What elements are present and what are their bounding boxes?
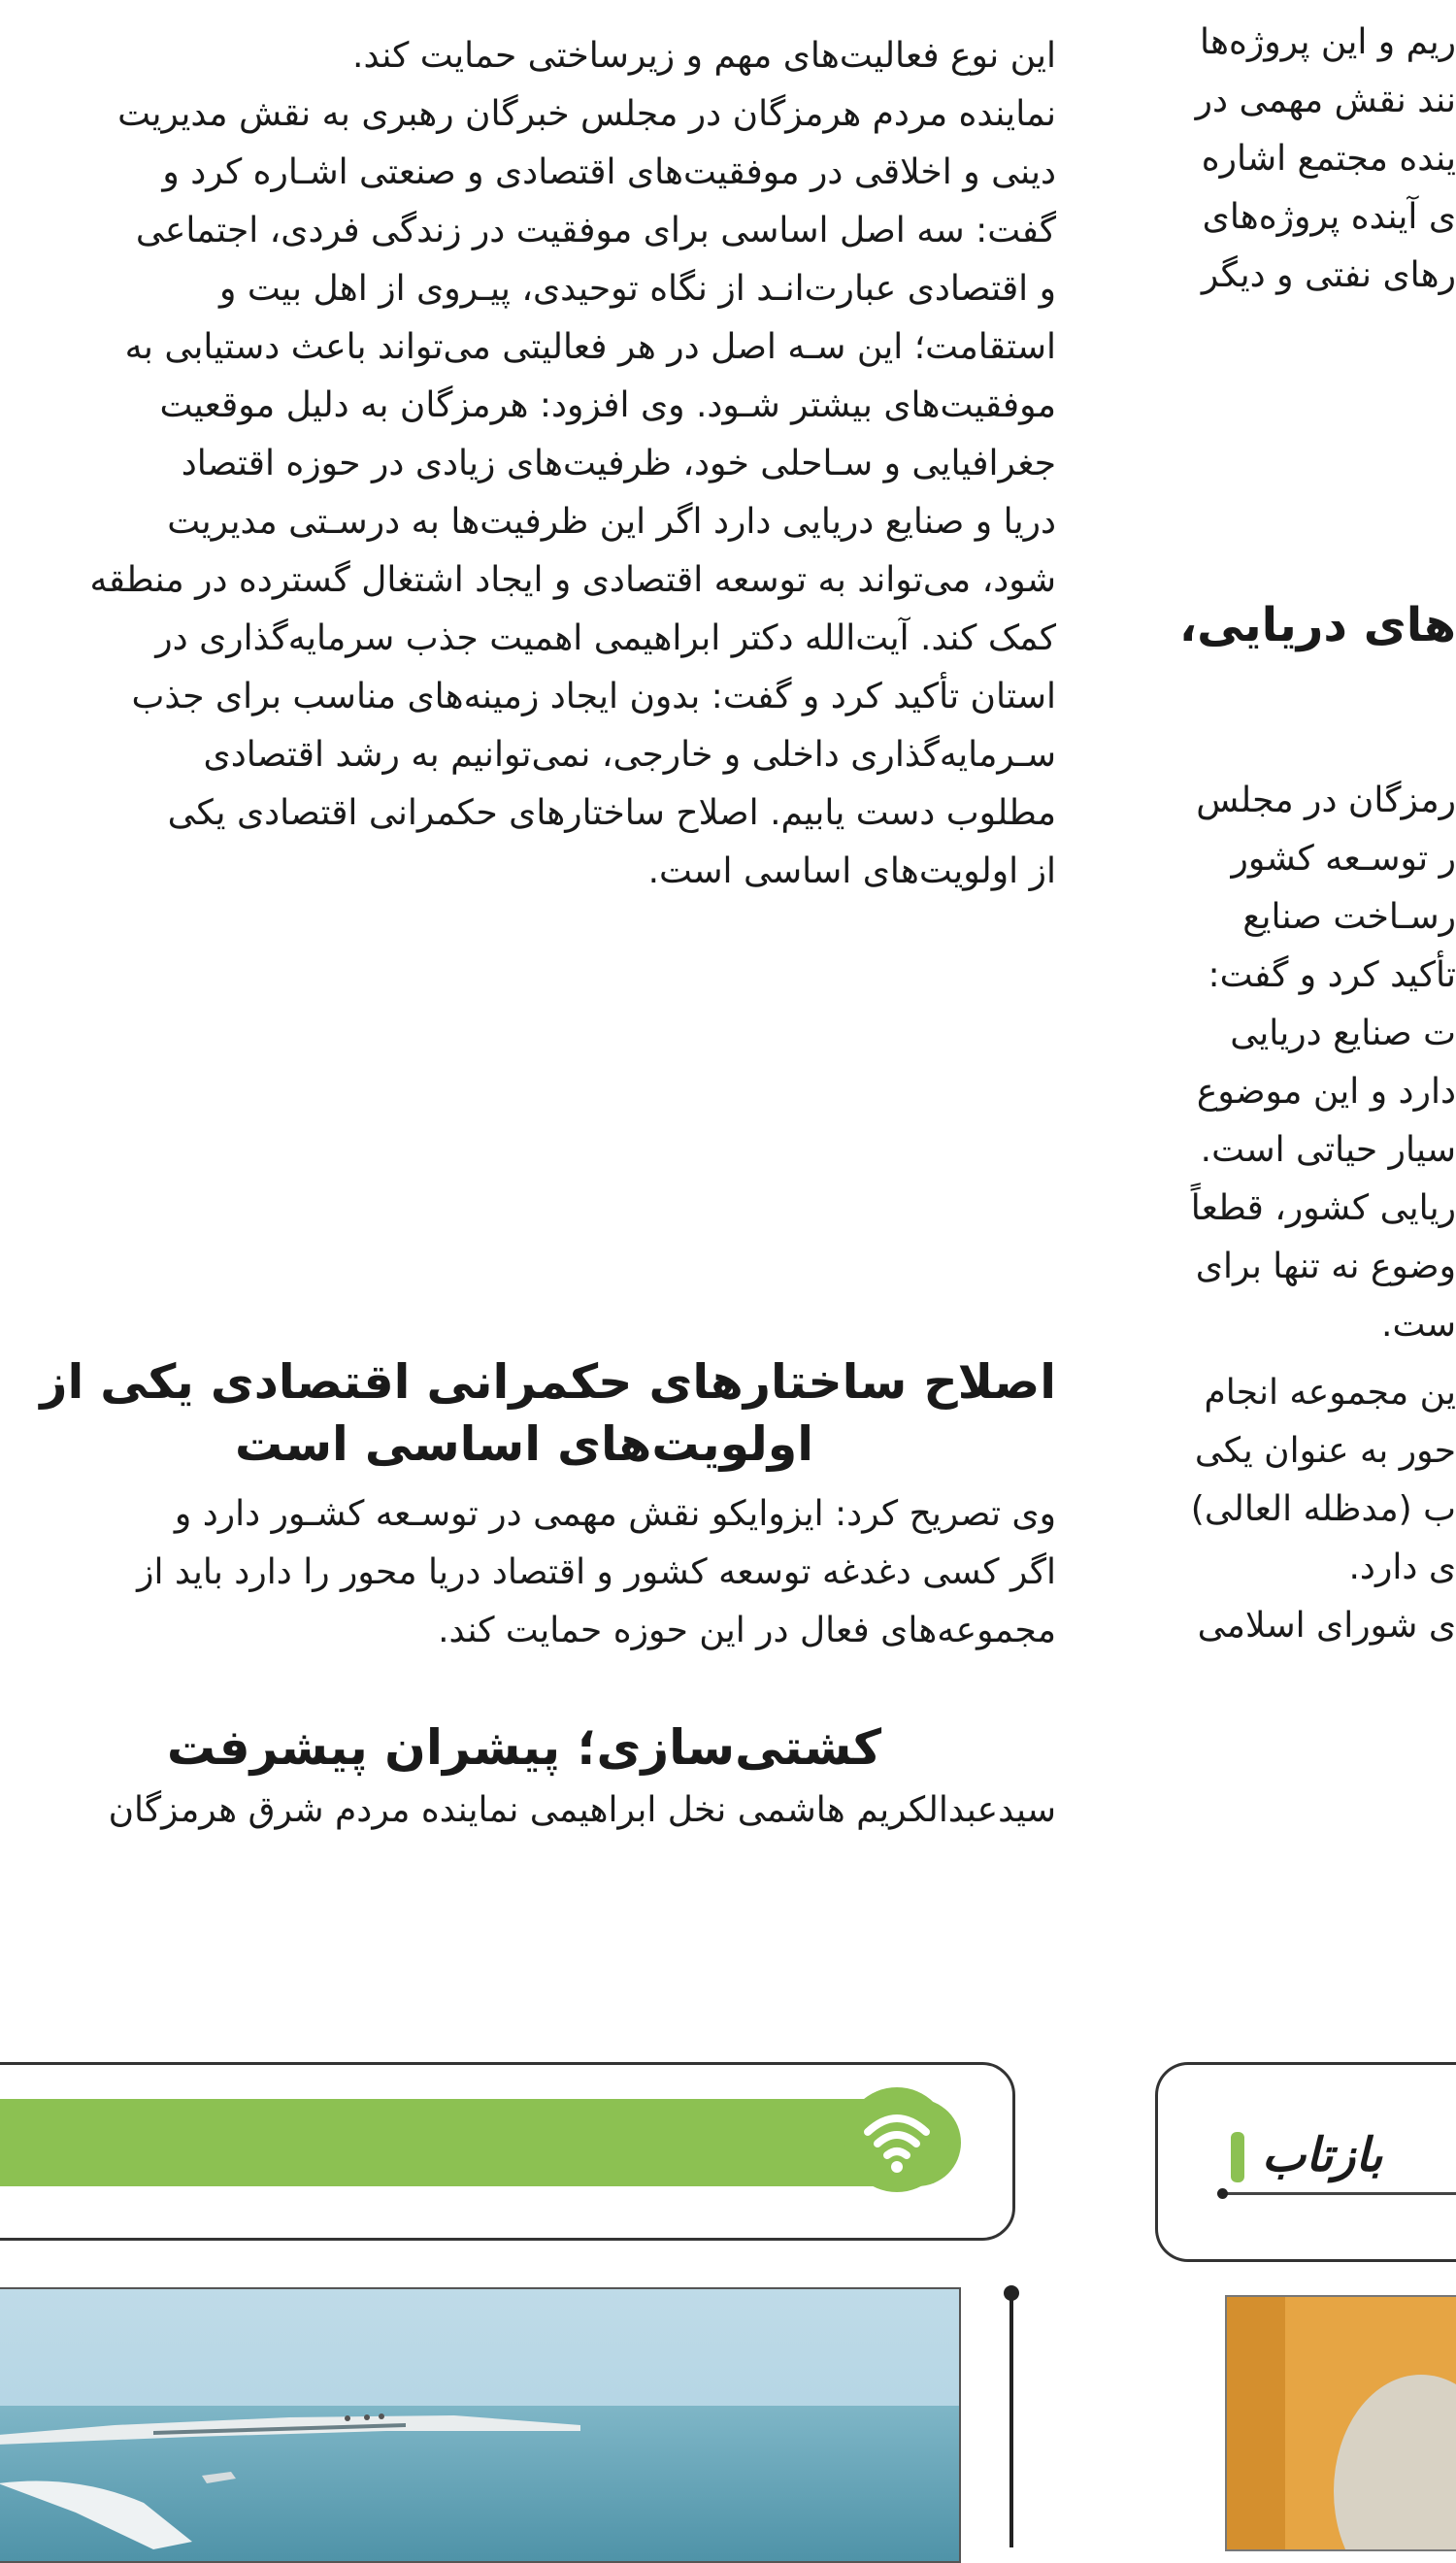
article-line: دریا و صنایع دریایی دارد اگر این ظرفیت‌ها به درسـتی مدیریت — [167, 502, 1056, 542]
right-line: وضوع نه تنها برای — [1195, 1247, 1456, 1286]
green-banner-bar — [0, 2099, 961, 2186]
article-line: کمک کند. آیت‌الله دکتر ابراهیمی اهمیت جذب سرمایه‌گذاری در — [155, 618, 1056, 658]
main-article — [0, 0, 1056, 981]
sidebar-tag: بازتاب — [1262, 2128, 1383, 2182]
paragraph-3 — [0, 1781, 1056, 1849]
right-line: ینده مجتمع اشاره — [1201, 139, 1456, 179]
right-line: ی شورای اسلامی — [1197, 1606, 1456, 1646]
right-line: ب (مدظله العالی) — [1190, 1489, 1456, 1529]
sidebar-divider — [1221, 2192, 1456, 2195]
article-line: این نوع فعالیت‌های مهم و زیرساختی حمایت کند. — [352, 36, 1056, 76]
right-line: ریایی کشور، قطعاً — [1190, 1188, 1456, 1228]
article-line: استان تأکید کرد و گفت: بدون ایجاد زمینه‌های مناسب برای جذب — [131, 677, 1056, 716]
right-line: رسـاخت صنایع — [1242, 897, 1456, 937]
wifi-icon — [844, 2087, 949, 2192]
article-line: استقامت؛ این سـه اصل در هر فعالیتی می‌تواند باعث دستیابی به — [124, 327, 1056, 367]
section-heading-shipbuilding: کشتی‌سازی؛ پیشران پیشرفت — [166, 1719, 882, 1776]
article-line: وی تصریح کرد: ایزوایکو نقش مهمی در توسـعه کشـور دارد و — [174, 1494, 1056, 1534]
right-line: ست. — [1381, 1305, 1456, 1345]
right-line: ی آینده پروژه‌های — [1202, 197, 1456, 237]
article-line: شود، می‌تواند به توسعه اقتصادی و ایجاد اشتغال گسترده در منطقه — [89, 560, 1056, 600]
right-line: سیار حیاتی است. — [1200, 1130, 1456, 1170]
right-line: دارد و این موضوع — [1196, 1072, 1456, 1112]
right-line: رمزگان در مجلس — [1196, 781, 1456, 820]
right-line: ر توسـعه کشور — [1231, 839, 1456, 879]
right-line: ی دارد. — [1348, 1548, 1456, 1587]
heading1-wrapper — [0, 1351, 1056, 1417]
article-line: مطلوب دست یابیم. اصلاح ساختارهای حکمرانی اقتصادی یکی — [167, 793, 1056, 833]
article-line: موفقیت‌های بیشتر شـود. وی افزود: هرمزگان به دلیل موقعیت — [159, 385, 1056, 425]
article-line: مجموعه‌های فعال در این حوزه حمایت کند. — [438, 1611, 1056, 1650]
right-line: ریم و این پروژه‌ها — [1200, 22, 1456, 62]
article-line: سـرمایه‌گذاری داخلی و خارجی، نمی‌توانیم به رشد اقتصادی — [203, 735, 1056, 775]
sidebar-divider-dot — [1217, 2188, 1228, 2199]
article-line: و اقتصادی عبارت‌انـد از نگاه توحیدی، پیـروی از اهل بیت و — [219, 269, 1056, 309]
column-divider — [1009, 2291, 1013, 2547]
column-divider-dot — [1004, 2285, 1019, 2301]
right-line: نند نقش مهمی در — [1195, 81, 1456, 120]
article-line: جغرافیایی و سـاحلی خود، ظرفیت‌های زیادی در حوزه اقتصاد — [181, 444, 1056, 483]
section-heading-line1: اصلاح ساختارهای حکمرانی اقتصادی یکی از — [40, 1354, 1056, 1410]
article-line: اگر کسی دغدغه توسعه کشور و اقتصاد دریا محور را دارد باید از — [137, 1552, 1056, 1592]
article-line: دینی و اخلاقی در موفقیت‌های اقتصادی و صنعتی اشـاره کرد و — [162, 152, 1056, 192]
paragraph-2 — [0, 1485, 1056, 1680]
section-heading-line2: اولویت‌های اساسی است — [234, 1416, 814, 1472]
right-heading-fragment: های دریایی، — [1178, 598, 1456, 652]
article-line: گفت: سه اصل اساسی برای موفقیت در زندگی فردی، اجتماعی — [135, 211, 1056, 250]
right-line: رهای نفتی و دیگر — [1201, 255, 1456, 295]
right-line: ت صنایع دریایی — [1230, 1014, 1456, 1053]
article-line: سیدعبدالکریم هاشمی نخل ابراهیمی نماینده مردم شرق هرمزگان — [108, 1790, 1056, 1830]
sidebar-tag-accent — [1231, 2132, 1244, 2182]
article-line: از اولویت‌های اساسی است. — [647, 851, 1056, 891]
right-line: حور به عنوان یکی — [1194, 1431, 1456, 1471]
article-line: نماینده مردم هرمزگان در مجلس خبرگان رهبری به نقش مدیریت — [117, 94, 1056, 134]
right-column — [1141, 0, 1456, 2039]
sidebar-photo — [1225, 2295, 1456, 2551]
right-line: تأکید کرد و گفت: — [1208, 955, 1456, 995]
port-photo — [0, 2287, 961, 2563]
right-line: ین مجموعه انجام — [1204, 1373, 1456, 1413]
